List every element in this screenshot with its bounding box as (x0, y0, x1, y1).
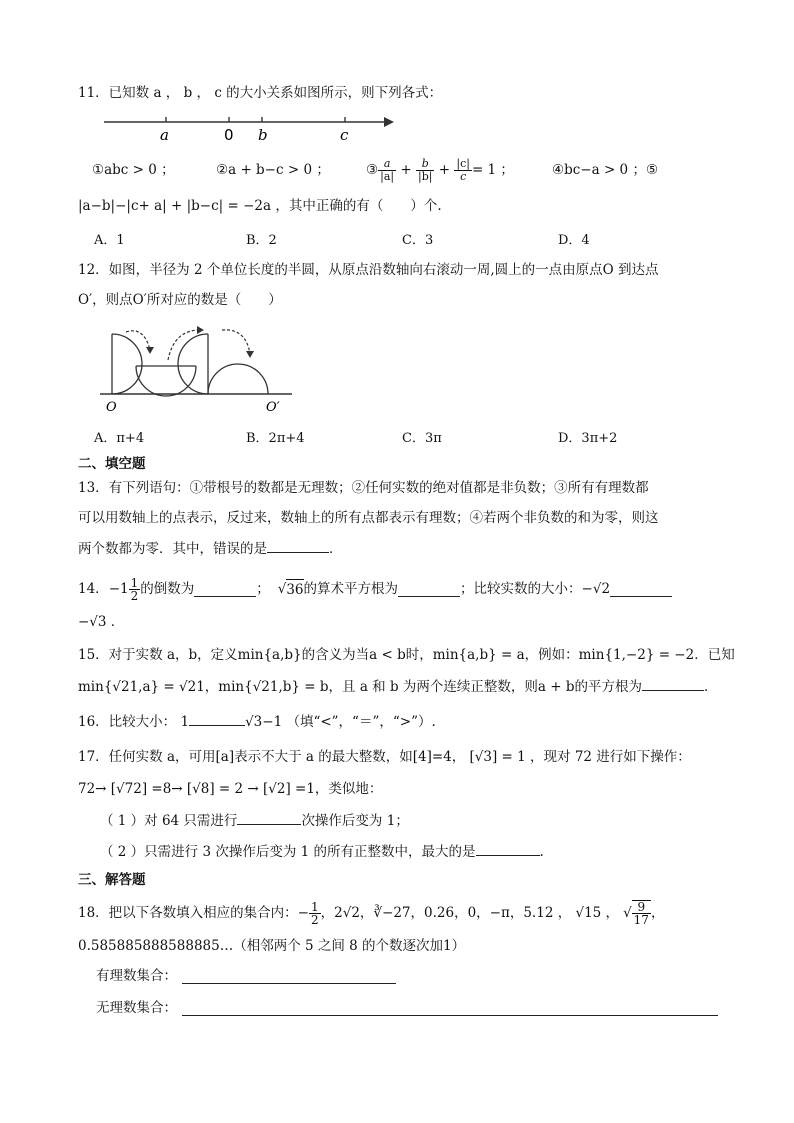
nl-label-c: c (340, 126, 349, 144)
q16-line (78, 711, 436, 732)
q18-line1: 18．把以下各数填入相应的集合内：− $\frac{1}{2}$ ，2√2，∛−27，0.26，0，−π，5.12 ， √15 ， √ $\frac{9}{17}$ ， (78, 899, 665, 927)
q17-part1-text: （ 1 ）对 64 只需进行 (100, 813, 238, 829)
q17-part2 (100, 841, 544, 862)
q11-stem: 11．已知数 a ， b ， c 的大小关系如图所示，则下列各式： (78, 85, 443, 101)
q13-line2: 可以用数轴上的点表示，反过来，数轴上的所有点都表示有理数；④若两个非负数的和为零，则这 (78, 510, 659, 526)
nl-label-b: b (258, 126, 268, 144)
q11-item3: ③ $\frac{a}{|a|}$ + $\frac{b}{|b|}$ + $\frac{|c|}{c}$ = 1 ； (366, 156, 514, 183)
q15-line1: 15．对于实数 a，b，定义min{a,b}的含义为当a < b时，min{a,b} = a，例如：min{1,−2} = −2．已知 (78, 647, 735, 663)
irrational-set-answer-line[interactable] (182, 1015, 718, 1016)
q12-line2: O′，则点O′所对应的数是（ ） (78, 292, 282, 308)
q17-part1 (100, 810, 409, 831)
q16-text-b: √3−1 （填“<”，“＝”，“>”）. (245, 714, 436, 730)
q16-text-a: 16．比较大小： 1 (78, 714, 190, 730)
q17-part2-end: . (539, 844, 544, 860)
q13-line3 (78, 538, 343, 559)
q12-rolling-semicircle-figure (96, 320, 296, 416)
q14-t2: ； (256, 581, 270, 597)
q15-answer-blank[interactable] (642, 676, 704, 691)
rational-set-answer-line[interactable] (182, 983, 396, 984)
nl-label-a: a (160, 126, 169, 144)
section-answer-heading: 三、解答题 (78, 872, 146, 888)
q18-line1-a: 18．把以下各数填入相应的集合内：− (78, 905, 309, 921)
q11-number-line (100, 108, 400, 148)
q17-line2: 72→ [√72] =8→ [√8] = 2 → [√2] =1，类似地： (78, 781, 383, 797)
q13-line3-text: 两个数都为零．其中，错误的是 (78, 541, 267, 557)
nl-label-zero: 0 (224, 126, 234, 144)
q11-item1: ①abc > 0 ； (92, 162, 175, 178)
q14-neg: −1 (108, 581, 129, 597)
q18-line1-c: ， (650, 905, 665, 921)
q18-line2: 0.585885888588885…（相邻两个 5 之间 8 的个数逐次加1） (78, 938, 466, 954)
q11-option-b: B．2 (246, 233, 277, 248)
fig-label-origin: O (106, 400, 117, 415)
q13-answer-blank[interactable] (267, 538, 329, 553)
q14-neg-sqrt2: −√2 (581, 581, 611, 597)
q12-option-a: A．π+4 (94, 431, 145, 446)
item3-suffix: = 1 ； (471, 162, 514, 178)
q18-line1-b: ，2√2，∛−27，0.26，0，−π，5.12 ， √15 ， (320, 905, 620, 921)
q11-item4: ④bc−a > 0 ；⑤ (552, 162, 659, 178)
q12-option-b: B．2π+4 (246, 431, 305, 446)
q14-number: 14． (78, 581, 109, 597)
fig-label-end: O′ (266, 400, 280, 415)
q14-line2: −√3 ． (78, 614, 125, 630)
q17-blank-2[interactable] (476, 841, 540, 856)
q16-answer-blank[interactable] (189, 711, 245, 726)
item3-frac1: $\frac{a}{|a|}$ (380, 156, 395, 183)
q14-sqrt36: 36 (286, 579, 303, 600)
q14-frac: $\frac{1}{2}$ (130, 575, 139, 603)
q17-line1: 17．任何实数 a，可用[a]表示不大于 a 的最大整数，如[4]=4， [√3] = 1 ，现对 72 进行如下操作： (78, 749, 691, 765)
rational-set-label: 有理数集合： (96, 968, 177, 984)
q11-item2: ②a + b−c > 0 ； (216, 162, 330, 178)
section-fill-in-heading: 二、填空题 (78, 456, 146, 472)
q15-line2-end: ． (703, 679, 718, 695)
q18-frac-9-17: $\frac{9}{17}$ (633, 900, 649, 927)
q14-t3: 的算术平方根为 (303, 581, 399, 597)
q17-part2-text: （ 2 ）只需进行 3 次操作后变为 1 的所有正整数中，最大的是 (100, 844, 476, 860)
q11-option-d: D．4 (558, 233, 590, 248)
q12-line1: 12．如图，半径为 2 个单位长度的半圆，从原点沿数轴向右滚动一周,圆上的一点由原点O 到达点 (78, 262, 659, 278)
q13-line3-end: ． (329, 541, 343, 557)
q17-blank-1[interactable] (237, 810, 301, 825)
irrational-set-label: 无理数集合： (96, 1000, 177, 1016)
q14-blank-2[interactable] (398, 582, 460, 597)
item3-prefix: ③ (366, 162, 379, 178)
q11-item5: |a−b|−|c+ a| + |b−c| = −2a ，其中正确的有（ ）个. (78, 198, 442, 214)
item3-frac3: $\frac{|c|}{c}$ (456, 156, 470, 183)
q15-line2 (78, 676, 717, 697)
q18-frac-half: $\frac{1}{2}$ (311, 899, 319, 927)
q14-t4: ；比较实数的大小： (460, 581, 582, 597)
q14-line1: 14． −1 $\frac{1}{2}$ 的倒数为 ； √ 36 的算术平方根为 ；比较实数的大小： −√2 (78, 572, 672, 606)
q17-part1-end: 次操作后变为 1； (301, 813, 409, 829)
q14-blank-3[interactable] (610, 582, 672, 597)
q12-option-d: D．3π+2 (558, 431, 618, 446)
q12-option-c: C．3π (402, 431, 442, 446)
q11-option-a: A．1 (94, 233, 125, 248)
q14-blank-1[interactable] (194, 582, 256, 597)
q13-line1: 13．有下列语句：①带根号的数都是无理数；②任何实数的绝对值都是非负数；③所有有理数都 (78, 480, 649, 496)
q11-option-c: C．3 (402, 233, 434, 248)
q15-line2-text: min{√21,a} = √21，min{√21,b} = b，且 a 和 b 为两个连续正整数，则a + b的平方根为 (78, 679, 642, 695)
item3-frac2: $\frac{b}{|b|}$ (418, 156, 433, 183)
q14-t1: 的倒数为 (140, 581, 195, 597)
